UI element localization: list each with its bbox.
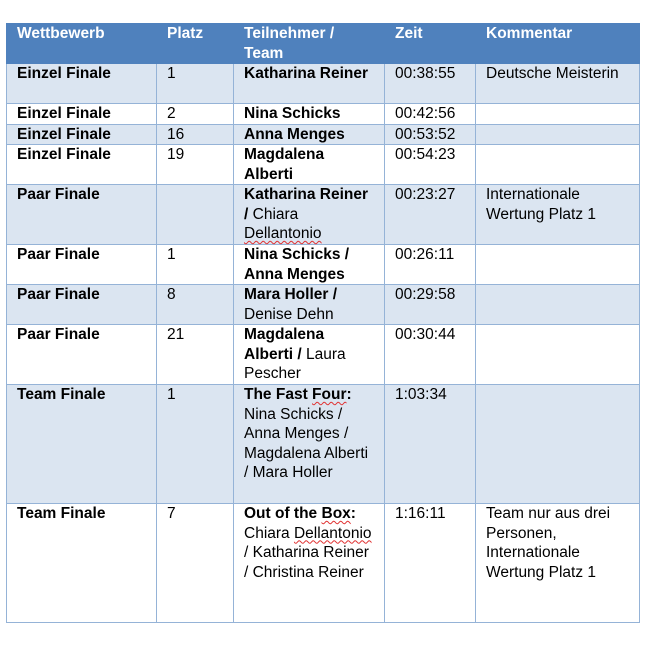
participant-name: Anna Menges: [244, 125, 345, 143]
cell-place: 19: [157, 145, 234, 185]
results-table: [6, 23, 640, 623]
cell-competition: Einzel Finale: [7, 64, 157, 104]
cell-comment: Team nur aus drei Personen, Internationale Wertung Platz 1: [476, 504, 640, 623]
cell-competition: Einzel Finale: [7, 124, 157, 145]
cell-comment: [476, 245, 640, 285]
participant-name: Magdalena Alberti: [244, 146, 325, 183]
header-comment: Kommentar: [476, 24, 640, 64]
cell-competition: Paar Finale: [7, 245, 157, 285]
participant-name: Nina Schicks / Anna Menges: [244, 246, 350, 283]
cell-comment: [476, 385, 640, 504]
header-competition: Wettbewerb: [7, 24, 157, 64]
participant-name: Katharina Reiner /: [244, 186, 369, 223]
cell-participant: [234, 145, 385, 185]
cell-time: 1:16:11: [385, 504, 476, 623]
table-row: [7, 185, 640, 245]
table-row: [7, 504, 640, 623]
participant-name: Katharina Reiner: [244, 65, 369, 82]
participant-name: Chiara: [252, 205, 299, 223]
participant-name: Magdalena Alberti /: [244, 326, 325, 363]
team-name: Four: [312, 386, 347, 403]
participant-name: Nina Schicks: [244, 105, 341, 122]
cell-participant: [234, 385, 385, 504]
table-row: [7, 245, 640, 285]
cell-comment: Deutsche Meisterin: [476, 64, 640, 104]
cell-place: 1: [157, 245, 234, 285]
table-row: [7, 124, 640, 145]
cell-comment: [476, 285, 640, 325]
cell-time: 00:29:58: [385, 285, 476, 325]
table-row: [7, 104, 640, 125]
cell-place: 7: [157, 504, 234, 623]
table-row: [7, 385, 640, 504]
cell-time: 00:30:44: [385, 325, 476, 385]
cell-place: 21: [157, 325, 234, 385]
cell-competition: Paar Finale: [7, 325, 157, 385]
cell-place: 16: [157, 124, 234, 145]
cell-participant: [234, 104, 385, 125]
team-members: Nina Schicks / Anna Menges / Magdalena Alberti / Mara Holler: [244, 405, 369, 481]
table-row: [7, 145, 640, 185]
header-time: Zeit: [385, 24, 476, 64]
cell-time: 00:26:11: [385, 245, 476, 285]
cell-participant: [234, 64, 385, 104]
cell-competition: Einzel Finale: [7, 104, 157, 125]
cell-time: 00:38:55: [385, 64, 476, 104]
cell-comment: [476, 325, 640, 385]
cell-comment: [476, 124, 640, 145]
participant-name: Laura Pescher: [244, 345, 346, 382]
cell-place: [157, 185, 234, 245]
cell-place: 8: [157, 285, 234, 325]
header-participant: Teilnehmer / Team: [234, 24, 385, 64]
table-row: [7, 325, 640, 385]
participant-name: Dellantonio: [244, 225, 322, 242]
cell-participant: [234, 325, 385, 385]
participant-name: Denise Dehn: [244, 305, 334, 323]
team-members: / Katharina Reiner / Christina Reiner: [244, 544, 369, 581]
cell-competition: Team Finale: [7, 385, 157, 504]
cell-time: 00:42:56: [385, 104, 476, 125]
cell-time: 00:23:27: [385, 185, 476, 245]
cell-time: 00:54:23: [385, 145, 476, 185]
team-name: Out of the: [244, 505, 318, 522]
cell-participant: [234, 504, 385, 623]
team-name: The Fast: [244, 386, 308, 403]
cell-place: 1: [157, 64, 234, 104]
table-row: [7, 285, 640, 325]
cell-time: 00:53:52: [385, 124, 476, 145]
cell-place: 1: [157, 385, 234, 504]
team-name: Box: [321, 505, 351, 522]
cell-comment: [476, 145, 640, 185]
cell-comment: [476, 104, 640, 125]
table-row: [7, 64, 640, 104]
header-row: [7, 24, 640, 64]
cell-competition: Paar Finale: [7, 285, 157, 325]
cell-participant: [234, 285, 385, 325]
header-place: Platz: [157, 24, 234, 64]
cell-participant: [234, 185, 385, 245]
cell-comment: Internationale Wertung Platz 1: [476, 185, 640, 245]
cell-competition: Team Finale: [7, 504, 157, 623]
team-name-colon: :: [350, 505, 356, 522]
cell-time: 1:03:34: [385, 385, 476, 504]
participant-name: Mara Holler /: [244, 286, 338, 303]
cell-place: 2: [157, 104, 234, 125]
team-members: Dellantonio: [293, 524, 372, 542]
team-members: Chiara: [244, 524, 290, 542]
cell-competition: Paar Finale: [7, 185, 157, 245]
cell-participant: [234, 245, 385, 285]
team-name-colon: :: [346, 386, 352, 403]
cell-competition: Einzel Finale: [7, 145, 157, 185]
cell-participant: [234, 124, 385, 145]
